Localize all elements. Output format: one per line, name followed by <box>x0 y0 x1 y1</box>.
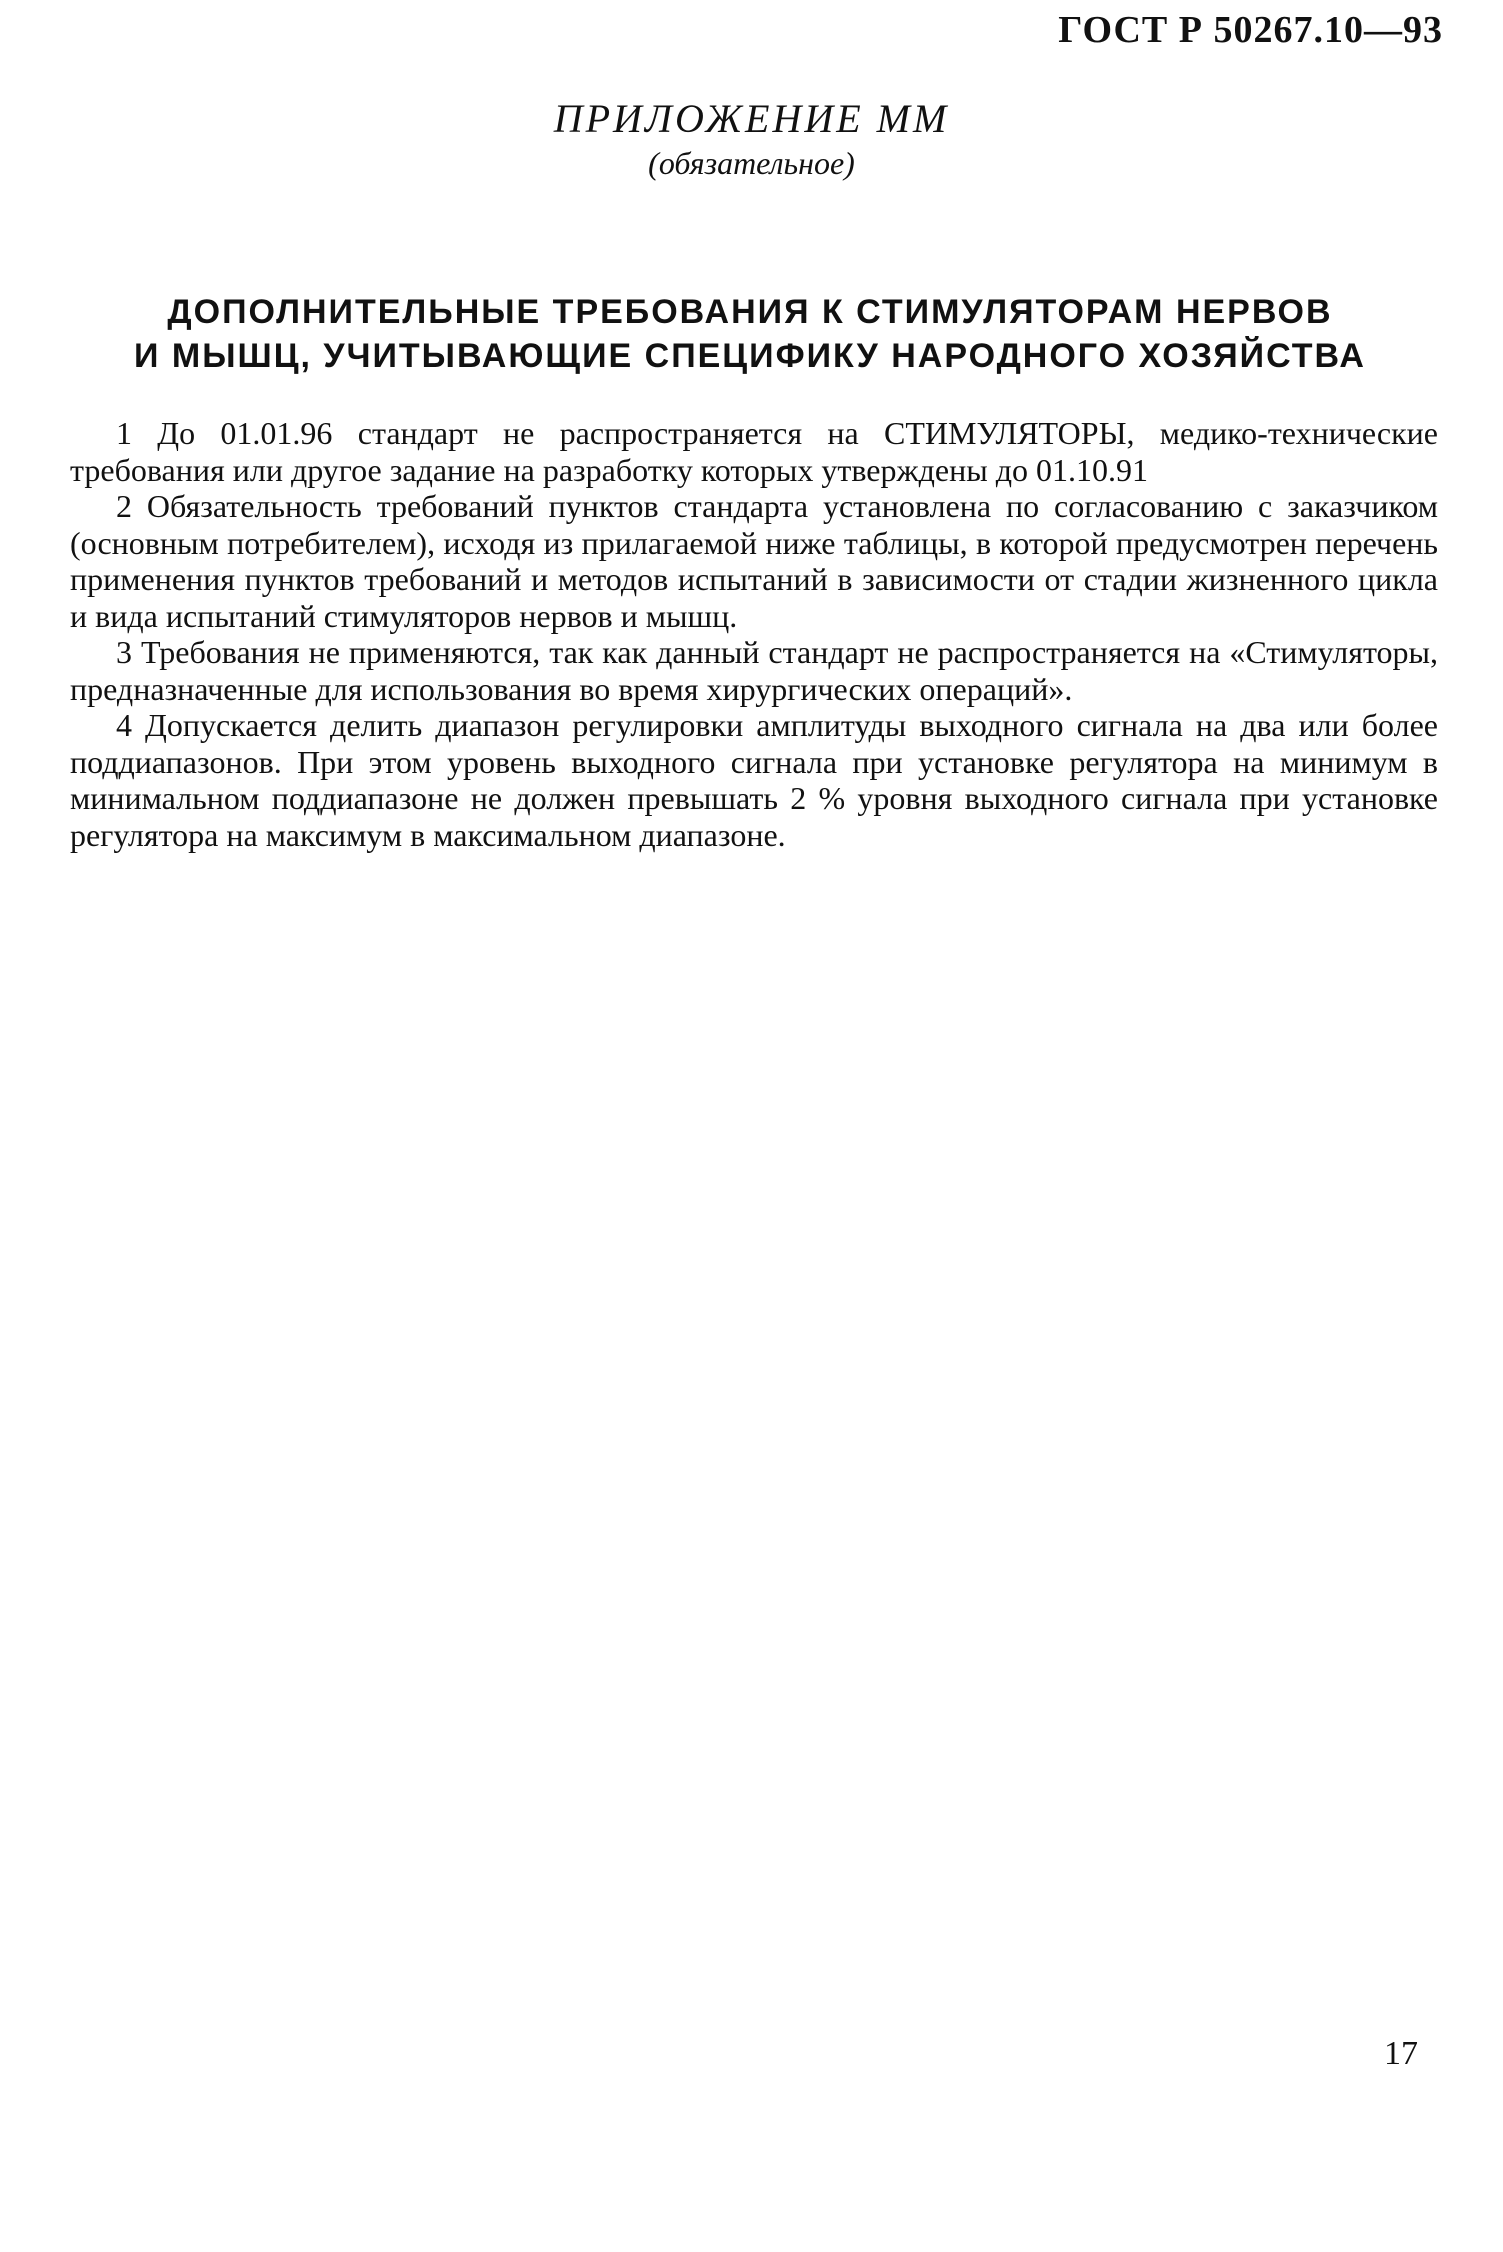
document-code: ГОСТ Р 50267.10—93 <box>1058 9 1443 51</box>
paragraph-1: 1 До 01.01.96 стандарт не распространяется на СТИМУЛЯТОРЫ, медико-технические требования или другое задание на разработку которых утверждены до 01.10.91 <box>70 415 1438 488</box>
heading-line-1: ДОПОЛНИТЕЛЬНЫЕ ТРЕБОВАНИЯ К СТИМУЛЯТОРАМ НЕРВОВ <box>167 293 1333 331</box>
page-number: 17 <box>1384 2035 1418 2072</box>
appendix-status-note: (обязательное) <box>648 145 855 181</box>
section-heading <box>70 290 1430 378</box>
paragraph-2: 2 Обязательность требований пунктов стандарта установлена по согласованию с заказчиком (основным потребителем), исходя из прилагаемой ниже таблицы, в которой предусмотрен перечень применения пунктов требований и методов испытаний в зависимости от стадии жизненного цикла и вида испытаний стимуляторов нервов и мышц. <box>70 488 1438 634</box>
appendix-title: ПРИЛОЖЕНИЕ ММ <box>553 96 950 141</box>
heading-line-2: И МЫШЦ, УЧИТЫВАЮЩИЕ СПЕЦИФИКУ НАРОДНОГО ХОЗЯЙСТВА <box>134 337 1366 375</box>
paragraph-4: 4 Допускается делить диапазон регулировки амплитуды выходного сигнала на два или более поддиапазонов. При этом уровень выходного сигнала при установке регулятора на минимум в минимальном поддиапазоне не должен превышать 2 % уровня выходного сигнала при установке регулятора на максимум в максимальном диапазоне. <box>70 707 1438 853</box>
paragraph-3: 3 Требования не применяются, так как данный стандарт не распространяется на «Стимуляторы, предназначенные для использования во время хирургических операций». <box>70 634 1438 707</box>
body-text <box>70 415 1438 853</box>
